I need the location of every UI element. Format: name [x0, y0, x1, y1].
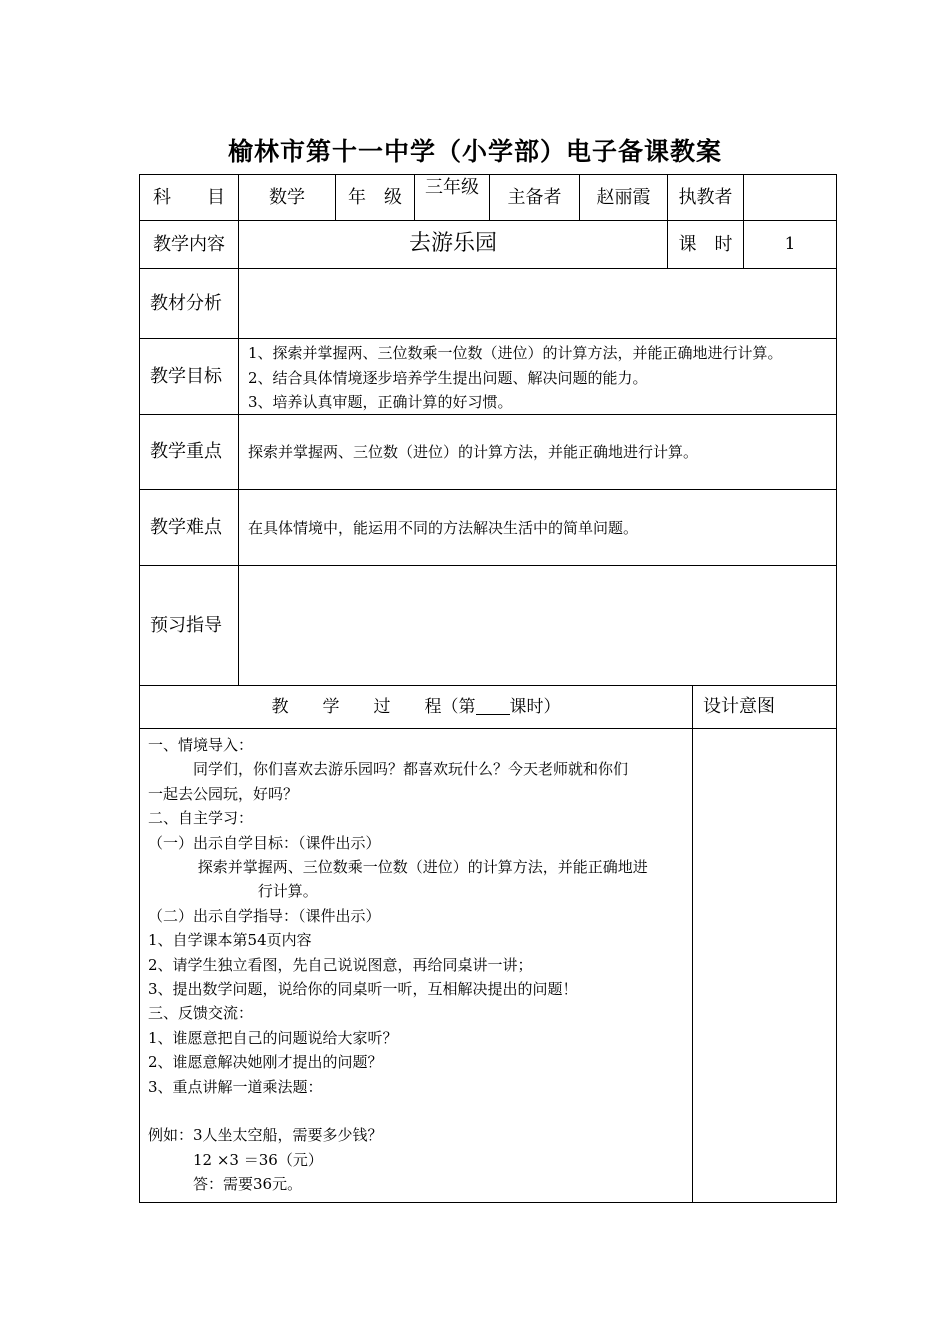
preview-label: 预习指导: [139, 565, 239, 686]
content-label: 教学内容: [139, 220, 239, 269]
process-line: 1、谁愿意把自己的问题说给大家听？: [148, 1028, 398, 1047]
period-label: 课 时: [667, 220, 744, 269]
period-value: 1: [743, 220, 837, 269]
preparer-label: 主备者: [489, 174, 580, 221]
subject-label: 科 目: [139, 174, 239, 221]
process-line: 行计算。: [148, 882, 318, 901]
preparer-value: 赵丽霞: [579, 174, 668, 221]
process-line: 一、情境导入：: [148, 736, 254, 754]
process-line: 2、谁愿意解决她刚才提出的问题？: [148, 1053, 383, 1072]
process-line: [148, 1099, 692, 1123]
process-line: 答：需要36元。: [148, 1174, 303, 1193]
process-line: 1、自学课本第54页内容: [148, 931, 312, 950]
objectives-label: 教学目标: [139, 338, 239, 415]
objectives-content: [238, 338, 837, 415]
objective-line: 1、探索并掌握两、三位数乘一位数（进位）的计算方法，并能正确地进行计算。: [248, 344, 783, 362]
process-line: 探索并掌握两、三位数乘一位数（进位）的计算方法，并能正确地进: [148, 858, 648, 877]
period-blank: [476, 699, 510, 715]
process-line: 三、反馈交流：: [148, 1004, 254, 1023]
difficulties-value: 在具体情境中，能运用不同的方法解决生活中的简单问题。: [238, 489, 837, 566]
process-line: 3、提出数学问题，说给你的同桌听一听，互相解决提出的问题！: [148, 980, 578, 999]
process-line: 2、请学生独立看图，先自己说说图意，再给同桌讲一讲；: [148, 955, 533, 974]
key-points-value: 探索并掌握两、三位数（进位）的计算方法，并能正确地进行计算。: [238, 414, 837, 490]
content-value: 去游乐园: [238, 220, 668, 269]
objective-line: 2、结合具体情境逐步培养学生提出问题、解决问题的能力。: [248, 368, 648, 387]
teacher-label: 执教者: [667, 174, 744, 221]
process-line: （二）出示自学指导：（课件出示）: [148, 906, 381, 925]
design-intent-label: 设计意图: [692, 685, 837, 729]
grade-value: 三年级: [414, 174, 490, 221]
process-line: （一）出示自学目标：（课件出示）: [148, 833, 381, 852]
analysis-value: [238, 268, 837, 339]
grade-label: 年 级: [335, 174, 415, 221]
preview-value: [238, 565, 837, 686]
process-line: 12 ×3 ＝36（元）: [148, 1150, 323, 1169]
process-header-suffix: 课时）: [509, 696, 561, 717]
difficulties-label: 教学难点: [139, 489, 239, 566]
key-points-label: 教学重点: [139, 414, 239, 490]
page-title: 榆林市第十一中学（小学部）电子备课教案: [227, 137, 722, 166]
process-header-prefix: 教 学 过 程（第: [271, 696, 476, 717]
process-line: 同学们，你们喜欢去游乐园吗？都喜欢玩什么？今天老师就和你们: [148, 760, 629, 779]
process-header: [139, 685, 693, 729]
process-body: [139, 728, 693, 1203]
analysis-label: 教材分析: [139, 268, 239, 339]
subject-value: 数学: [238, 174, 336, 221]
teacher-value: [743, 174, 837, 221]
design-intent-column: [692, 728, 837, 1203]
process-line: 3、重点讲解一道乘法题：: [148, 1077, 323, 1096]
process-line: 例如：3人坐太空船，需要多少钱？: [148, 1126, 383, 1145]
objective-line: 3、培养认真审题，正确计算的好习惯。: [248, 393, 513, 411]
process-line: 一起去公园玩，好吗？: [148, 784, 299, 803]
process-line: 二、自主学习：: [148, 809, 254, 828]
